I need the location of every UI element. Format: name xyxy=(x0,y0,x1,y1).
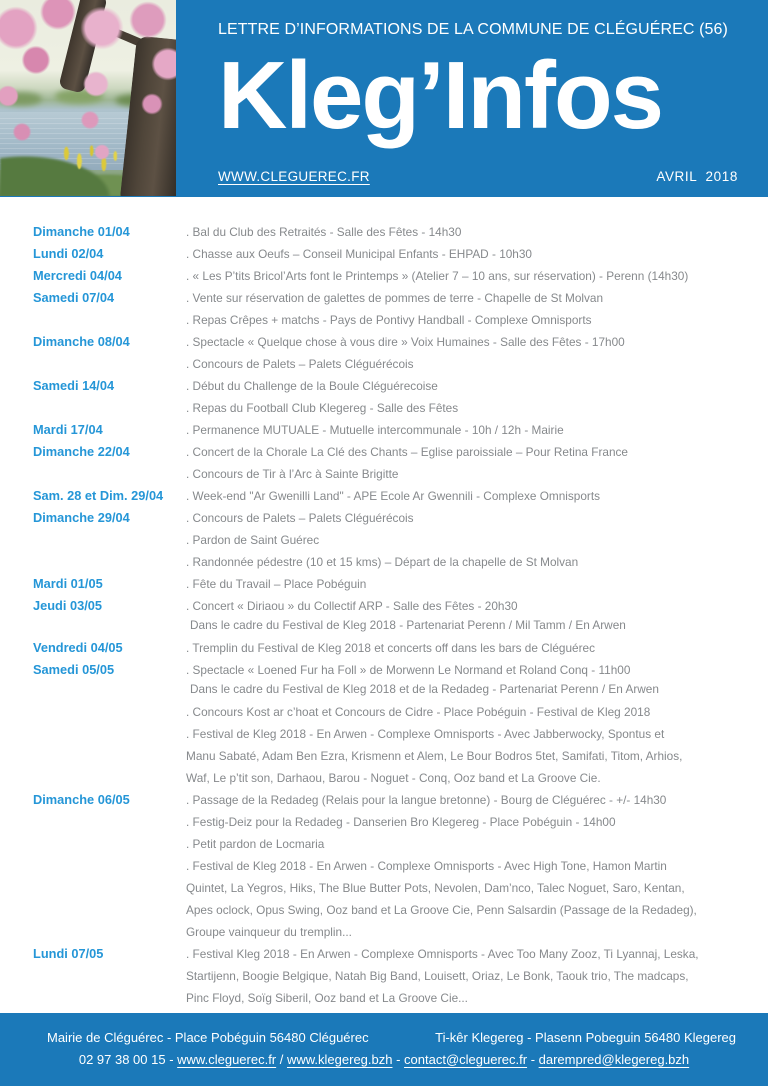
header-bottom-row xyxy=(218,169,738,184)
agenda-entry xyxy=(186,309,760,331)
agenda-entry xyxy=(186,573,760,595)
agenda-row xyxy=(33,441,760,463)
agenda-list xyxy=(33,221,760,1010)
agenda-row xyxy=(33,943,760,1009)
agenda-date: Sam. 28 et Dim. 29/04 xyxy=(33,488,164,503)
agenda-row xyxy=(33,507,760,529)
agenda-row xyxy=(33,419,760,441)
agenda-row xyxy=(33,265,760,287)
agenda-row xyxy=(33,529,760,551)
agenda-date: Samedi 05/05 xyxy=(33,662,115,677)
agenda-entry xyxy=(186,375,760,397)
newsletter-title: Kleg’Infos xyxy=(218,41,663,149)
agenda-entry-line: . Début du Challenge de la Boule Cléguérecoise xyxy=(186,379,438,393)
agenda-date: Jeudi 03/05 xyxy=(33,598,103,613)
agenda-date xyxy=(33,353,186,375)
agenda-entry-line: . Concours de Palets – Palets Cléguérécois xyxy=(186,357,414,371)
agenda-row xyxy=(33,397,760,419)
agenda-entry xyxy=(186,331,760,353)
agenda-date xyxy=(33,833,186,855)
agenda-entry xyxy=(186,441,760,463)
agenda-date: Mardi 17/04 xyxy=(33,422,103,437)
agenda-entry xyxy=(186,529,760,551)
footer-website-link[interactable]: www.klegereg.bzh xyxy=(286,1052,393,1067)
agenda-row xyxy=(33,595,760,637)
agenda-date: Mercredi 04/04 xyxy=(33,268,122,283)
agenda-entry xyxy=(186,419,760,441)
agenda-date: Dimanche 29/04 xyxy=(33,510,130,525)
agenda-row xyxy=(33,221,760,243)
agenda-entry xyxy=(186,507,760,529)
agenda-entry xyxy=(186,353,760,375)
agenda-entry-line: Quintet, La Yegros, Hiks, The Blue Butter Pots, Nevolen, Dam’nco, Talec Noguet, Saro, Kentan, xyxy=(186,881,685,895)
agenda-entry xyxy=(186,833,760,855)
agenda-row xyxy=(33,833,760,855)
agenda-entry xyxy=(186,637,760,659)
agenda-entry-line: . Bal du Club des Retraités - Salle des Fêtes - 14h30 xyxy=(186,225,462,239)
agenda-entry xyxy=(186,595,760,637)
agenda-entry-line: Manu Sabaté, Adam Ben Ezra, Krismenn et Alem, Le Bour Bodros 5tet, Samifati, Titom, Arhios, xyxy=(186,749,683,763)
agenda-entry xyxy=(186,397,760,419)
agenda-row xyxy=(33,637,760,659)
agenda-row xyxy=(33,573,760,595)
agenda-date: Samedi 14/04 xyxy=(33,378,115,393)
agenda-row xyxy=(33,811,760,833)
agenda-row xyxy=(33,309,760,331)
footer-addresses xyxy=(0,1013,768,1045)
header-content xyxy=(218,0,740,197)
agenda-entry xyxy=(186,855,760,943)
agenda-row xyxy=(33,789,760,811)
agenda-entry-line: . Pardon de Saint Guérec xyxy=(186,533,320,547)
agenda-entry xyxy=(186,287,760,309)
footer-email-link[interactable]: darempred@klegereg.bzh xyxy=(538,1052,690,1067)
agenda-entry-line: Startijenn, Boogie Belgique, Natah Big Band, Louisett, Oriaz, Le Bonk, Taouk trio, The madcaps, xyxy=(186,969,689,983)
agenda-date: Dimanche 01/04 xyxy=(33,224,130,239)
agenda-date xyxy=(33,701,186,723)
agenda-entry xyxy=(186,789,760,811)
agenda-date: Vendredi 04/05 xyxy=(33,640,123,655)
website-link[interactable]: WWW.CLEGUEREC.FR xyxy=(218,169,370,184)
agenda-row xyxy=(33,375,760,397)
agenda-row xyxy=(33,243,760,265)
agenda-date: Lundi 02/04 xyxy=(33,246,104,261)
agenda-row xyxy=(33,353,760,375)
footer-separator: - xyxy=(527,1052,539,1067)
agenda-entry xyxy=(186,221,760,243)
agenda-row xyxy=(33,551,760,573)
agenda-entry-line: . Festival de Kleg 2018 - En Arwen - Complexe Omnisports - Avec High Tone, Hamon Martin xyxy=(186,859,667,873)
agenda-entry-line: . Week-end "Ar Gwenilli Land" - APE Ecole Ar Gwennili - Complexe Omnisports xyxy=(186,489,601,503)
agenda-row xyxy=(33,331,760,353)
agenda-row xyxy=(33,463,760,485)
footer-separator: - xyxy=(165,1052,178,1067)
agenda-entry xyxy=(186,265,760,287)
agenda-date xyxy=(33,855,186,877)
agenda-entry xyxy=(186,243,760,265)
agenda-entry-line: Groupe vainqueur du tremplin... xyxy=(186,925,352,939)
agenda-entry-line: Pinc Floyd, Soïg Siberil, Ooz band et La Groove Cie... xyxy=(186,991,468,1005)
agenda-entry-line: . Petit pardon de Locmaria xyxy=(186,837,325,851)
agenda-entry xyxy=(186,463,760,485)
agenda-entry-line: . Repas du Football Club Klegereg - Salle des Fêtes xyxy=(186,401,459,415)
footer-phone: 02 97 38 00 15 xyxy=(78,1052,166,1067)
agenda-row xyxy=(33,701,760,723)
agenda-entry-line: . Concert de la Chorale La Clé des Chants – Eglise paroissiale – Pour Retina France xyxy=(186,445,628,459)
header-photo xyxy=(0,0,176,196)
agenda-date: Dimanche 08/04 xyxy=(33,334,130,349)
agenda-entry-subline: Dans le cadre du Festival de Kleg 2018 - Partenariat Perenn / Mil Tamm / En Arwen xyxy=(190,618,626,632)
agenda-entry-line: . Fête du Travail – Place Pobéguin xyxy=(186,577,367,591)
footer-address-french: Mairie de Cléguérec - Place Pobéguin 56480 Cléguérec xyxy=(47,1030,369,1045)
footer-separator: / xyxy=(276,1052,287,1067)
agenda-row xyxy=(33,287,760,309)
agenda-date xyxy=(33,529,186,551)
footer-banner xyxy=(0,1013,768,1086)
agenda-date: Mardi 01/05 xyxy=(33,576,103,591)
agenda-entry-line: . Spectacle « Loened Fur ha Foll » de Morwenn Le Normand et Roland Conq - 11h00 xyxy=(186,663,631,677)
agenda-entry-line: . Chasse aux Oeufs – Conseil Municipal Enfants - EHPAD - 10h30 xyxy=(186,247,532,261)
agenda-entry-line: . Concours Kost ar c’hoat et Concours de Cidre - Place Pobéguin - Festival de Kleg 2018 xyxy=(186,705,651,719)
agenda-entry xyxy=(186,485,760,507)
agenda-entry xyxy=(186,943,760,1009)
agenda-entry xyxy=(186,811,760,833)
agenda-entry-line: . Festig-Deiz pour la Redadeg - Danserien Bro Klegereg - Place Pobéguin - 14h00 xyxy=(186,815,616,829)
agenda-entry-line: . Passage de la Redadeg (Relais pour la langue bretonne) - Bourg de Cléguérec - +/- 14h30 xyxy=(186,793,667,807)
agenda-entry xyxy=(186,659,760,701)
agenda-date xyxy=(33,723,186,745)
photo-cherry-blossoms xyxy=(0,0,176,196)
agenda-date xyxy=(33,397,186,419)
agenda-date: Samedi 07/04 xyxy=(33,290,115,305)
agenda-row xyxy=(33,723,760,789)
footer-separator: - xyxy=(392,1052,405,1067)
agenda-row xyxy=(33,855,760,943)
header-banner xyxy=(0,0,768,197)
footer-website-link[interactable]: www.cleguerec.fr xyxy=(177,1052,277,1067)
footer-email-link[interactable]: contact@cleguerec.fr xyxy=(404,1052,528,1067)
newsletter-tagline: LETTRE D’INFORMATIONS DE LA COMMUNE DE CLÉGUÉREC (56) xyxy=(218,21,728,38)
agenda-date: Lundi 07/05 xyxy=(33,946,104,961)
agenda-date: Dimanche 22/04 xyxy=(33,444,130,459)
footer-address-breton: Ti-kêr Klegereg - Plasenn Pobeguin 56480 Klegereg xyxy=(435,1030,736,1045)
agenda-row xyxy=(33,659,760,701)
agenda-entry xyxy=(186,723,760,789)
agenda-entry-line: . Vente sur réservation de galettes de pommes de terre - Chapelle de St Molvan xyxy=(186,291,604,305)
agenda-date xyxy=(33,551,186,573)
agenda-date xyxy=(33,309,186,331)
agenda-entry-line: . Concours de Palets – Palets Cléguérécois xyxy=(186,511,414,525)
agenda-entry-line: . Spectacle « Quelque chose à vous dire » Voix Humaines - Salle des Fêtes - 17h00 xyxy=(186,335,625,349)
agenda-entry-line: . Festival Kleg 2018 - En Arwen - Complexe Omnisports - Avec Too Many Zooz, Ti Lyannaj, Leska, xyxy=(186,947,699,961)
agenda-entry xyxy=(186,551,760,573)
agenda-entry-line: . Randonnée pédestre (10 et 15 kms) – Départ de la chapelle de St Molvan xyxy=(186,555,579,569)
agenda-date xyxy=(33,463,186,485)
agenda-entry-line: . Concours de Tir à l’Arc à Sainte Brigitte xyxy=(186,467,399,481)
agenda-row xyxy=(33,485,760,507)
agenda-entry-line: . Concert « Diriaou » du Collectif ARP - Salle des Fêtes - 20h30 xyxy=(186,599,518,613)
agenda-entry-subline: Dans le cadre du Festival de Kleg 2018 et de la Redadeg - Partenariat Perenn / En Arwen xyxy=(190,682,659,696)
agenda-entry-line: Waf, Le p’tit son, Darhaou, Barou - Noguet - Conq, Ooz band et La Groove Cie. xyxy=(186,771,601,785)
agenda-date: Dimanche 06/05 xyxy=(33,792,130,807)
agenda-entry-line: Apes oclock, Opus Swing, Ooz band et La Groove Cie, Penn Salsardin (Passage de la Redadeg), xyxy=(186,903,697,917)
agenda-entry-line: . « Les P’tits Bricol’Arts font le Printemps » (Atelier 7 – 10 ans, sur réservation) - Perenn (14h30) xyxy=(186,269,689,283)
agenda-entry xyxy=(186,701,760,723)
agenda-entry-line: . Repas Crêpes + matchs - Pays de Pontivy Handball - Complexe Omnisports xyxy=(186,313,592,327)
issue-date: AVRIL 2018 xyxy=(656,169,738,184)
agenda-date xyxy=(33,811,186,833)
agenda-entry-line: . Festival de Kleg 2018 - En Arwen - Complexe Omnisports - Avec Jabberwocky, Spontus et xyxy=(186,727,665,741)
agenda-entry-line: . Tremplin du Festival de Kleg 2018 et concerts off dans les bars de Cléguérec xyxy=(186,641,595,655)
footer-contact-line xyxy=(0,1052,768,1067)
agenda-entry-line: . Permanence MUTUALE - Mutuelle intercommunale - 10h / 12h - Mairie xyxy=(186,423,564,437)
